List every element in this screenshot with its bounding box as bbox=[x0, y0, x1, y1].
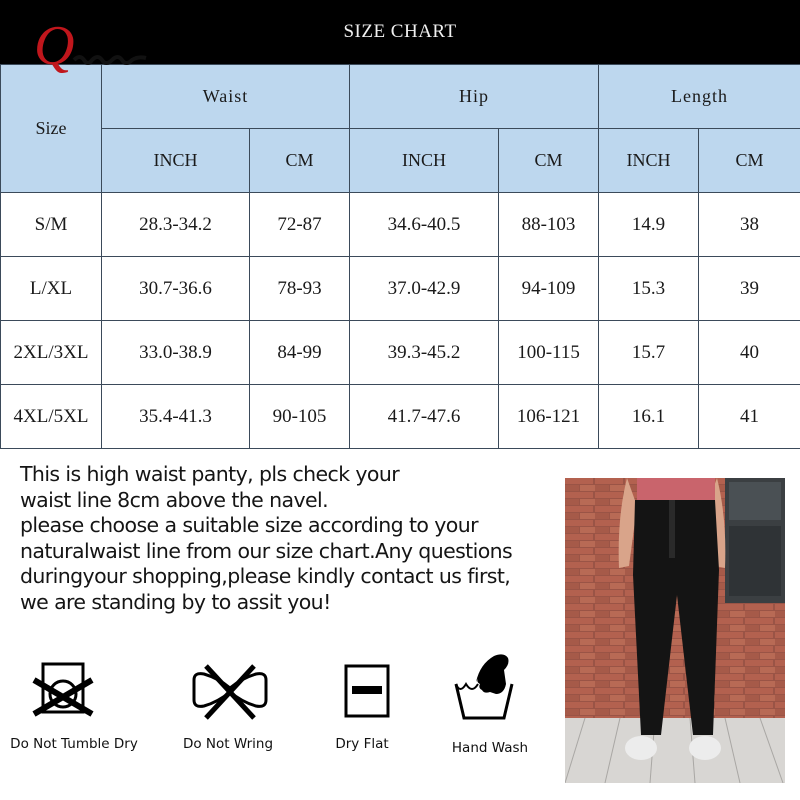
hand-wash-icon bbox=[454, 652, 514, 722]
table-row bbox=[1, 193, 800, 257]
do-not-wring-icon bbox=[188, 662, 272, 720]
hip-inch-cell: 37.0-42.9 bbox=[350, 257, 499, 321]
length-inch-cell: 15.7 bbox=[599, 321, 699, 385]
care-instructions bbox=[0, 650, 560, 760]
size-table bbox=[0, 64, 800, 449]
length-inch-cell: 14.9 bbox=[599, 193, 699, 257]
waist-cm-cell: 72-87 bbox=[250, 193, 350, 257]
length-cm-cell: 40 bbox=[699, 321, 800, 385]
hip-cm-cell: 106-121 bbox=[499, 385, 599, 449]
note-line: we are standing by to assit you! bbox=[20, 589, 331, 614]
hip-inch-cell: 41.7-47.6 bbox=[350, 385, 499, 449]
note-line: waist line 8cm above the navel. bbox=[20, 487, 329, 512]
hip-inch-cell: 34.6-40.5 bbox=[350, 193, 499, 257]
hip-inch-header: INCH bbox=[350, 129, 499, 193]
note-line: please choose a suitable size according to your bbox=[20, 513, 478, 537]
length-cm-cell: 41 bbox=[699, 385, 800, 449]
logo-scribble bbox=[72, 52, 150, 66]
waist-inch-cell: 28.3-34.2 bbox=[102, 193, 250, 257]
hip-inch-cell: 39.3-45.2 bbox=[350, 321, 499, 385]
length-inch-cell: 16.1 bbox=[599, 385, 699, 449]
length-inch-cell: 15.3 bbox=[599, 257, 699, 321]
hip-cm-cell: 88-103 bbox=[499, 193, 599, 257]
product-photo bbox=[565, 478, 785, 783]
waist-inch-header: INCH bbox=[102, 129, 250, 193]
length-cm-header: CM bbox=[699, 129, 800, 193]
table-row bbox=[1, 321, 800, 385]
hip-cm-cell: 94-109 bbox=[499, 257, 599, 321]
model-leggings-image bbox=[565, 478, 785, 783]
sizing-notes bbox=[20, 462, 560, 615]
waist-cm-cell: 90-105 bbox=[250, 385, 350, 449]
care-item-hand-wash bbox=[422, 650, 562, 760]
brand-logo: Q bbox=[34, 15, 75, 77]
note-line: This is high waist panty, pls check your bbox=[20, 462, 400, 486]
waist-cm-header: CM bbox=[250, 129, 350, 193]
note-line: duringyour shopping,please kindly contact us first, bbox=[20, 564, 511, 588]
care-label: Do Not Wring bbox=[182, 736, 274, 752]
dry-flat-icon bbox=[344, 664, 390, 718]
waist-cm-cell: 84-99 bbox=[250, 321, 350, 385]
do-not-tumble-dry-icon bbox=[32, 660, 96, 718]
table-row bbox=[1, 385, 800, 449]
hip-group-header: Hip bbox=[350, 65, 599, 129]
care-label: Dry Flat bbox=[335, 736, 389, 752]
length-inch-header: INCH bbox=[599, 129, 699, 193]
size-column-header: Size bbox=[1, 65, 102, 193]
care-label: Do Not Tumble Dry bbox=[10, 736, 138, 752]
waist-inch-cell: 33.0-38.9 bbox=[102, 321, 250, 385]
table-row bbox=[1, 257, 800, 321]
waist-inch-cell: 35.4-41.3 bbox=[102, 385, 250, 449]
size-cell: S/M bbox=[1, 193, 102, 257]
care-item-dry-flat bbox=[300, 650, 440, 760]
care-item-do-not-tumble-dry bbox=[4, 650, 144, 760]
hip-cm-header: CM bbox=[499, 129, 599, 193]
size-cell: 4XL/5XL bbox=[1, 385, 102, 449]
length-cm-cell: 39 bbox=[699, 257, 800, 321]
page-title: SIZE CHART bbox=[343, 21, 457, 42]
size-cell: L/XL bbox=[1, 257, 102, 321]
waist-inch-cell: 30.7-36.6 bbox=[102, 257, 250, 321]
waist-cm-cell: 78-93 bbox=[250, 257, 350, 321]
hip-cm-cell: 100-115 bbox=[499, 321, 599, 385]
care-label: Hand Wash bbox=[451, 740, 529, 756]
length-group-header: Length bbox=[599, 65, 800, 129]
size-cell: 2XL/3XL bbox=[1, 321, 102, 385]
care-item-do-not-wring bbox=[158, 650, 298, 760]
waist-group-header: Waist bbox=[102, 65, 350, 129]
length-cm-cell: 38 bbox=[699, 193, 800, 257]
note-line: naturalwaist line from our size chart.Any questions bbox=[20, 538, 513, 563]
